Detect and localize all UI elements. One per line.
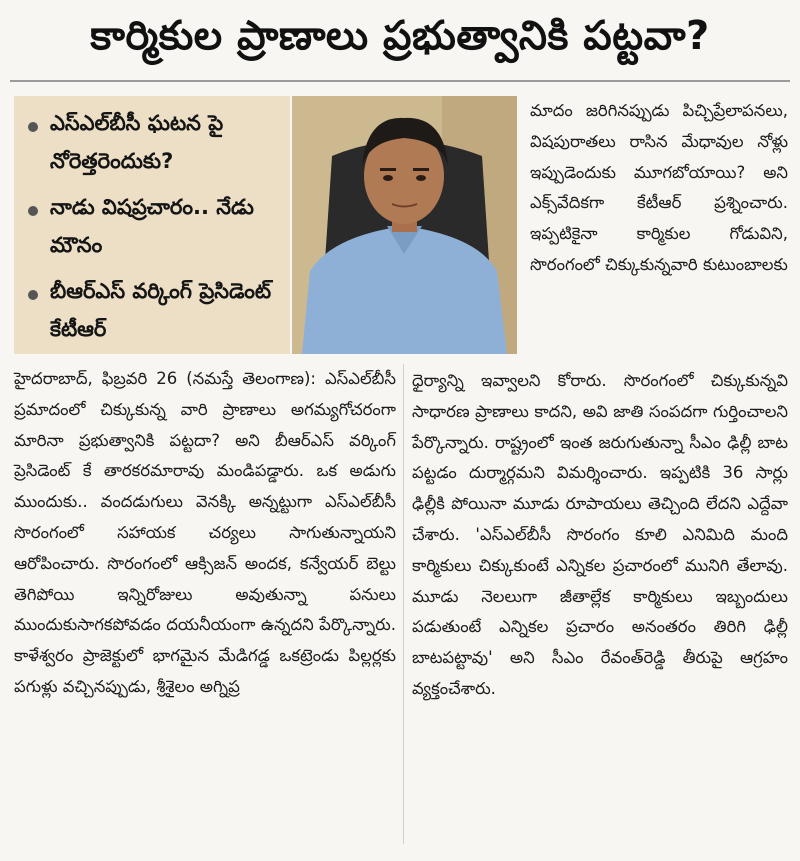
highlight-item [28, 272, 282, 348]
headline-rule [10, 80, 790, 82]
highlight-text: ఎస్‌ఎల్‌బీసీ ఘటన పై నోరెత్తరెందుకు? [50, 111, 224, 173]
headline: కార్మికుల ప్రాణాలు ప్రభుత్వానికి పట్టవా? [90, 13, 710, 59]
photo-eye-left [383, 175, 393, 181]
column-divider [403, 364, 404, 844]
bullet-icon [28, 206, 38, 216]
portrait-photo [292, 96, 517, 354]
highlight-item [28, 188, 282, 264]
article-column-right-top [530, 96, 788, 281]
highlights-box [14, 96, 290, 354]
photo-brow-left [380, 168, 396, 171]
portrait-illustration [292, 96, 517, 354]
highlight-text: బీఆర్‌ఎస్ వర్కింగ్ ప్రెసిడెంట్ కేటీఆర్ [50, 279, 272, 341]
article-text: ధైర్యాన్ని ఇవ్వాలని కోరారు. సొరంగంలో చిక్కుకున్నవి సాధారణ ప్రాణాలు కాదని, అవి జాతి సంపదగా గుర్తించాలని పేర్కొన్నారు. రాష్ట్రంలో ఇంత జరుగుతున్నా సీఎం ఢిల్లీ బాట పట్టడం దుర్మార్గమని విమర్శించారు. ఇప్పటికి 36 సార్లు ఢిల్లీకి పోయినా మూడు రూపాయలు తెచ్చింది లేదని ఎద్దేవా చేశారు. 'ఎస్‌ఎల్‌బీసీ సొరంగం కూలి ఎనిమిది మంది కార్మికులు చిక్కుకుంటే ఎన్నికల ప్రచారంలో మునిగి తేలావు. మూడు నెలలుగా జీతాల్లేక కార్మికులు ఇబ్బందులు పడుతుంటే ఎన్నికల ప్రచారం అనంతరం తిరిగి ఢిల్లీ బాటపట్టావు' అని సీఎం రేవంత్‌రెడ్డి తీరుపై ఆగ్రహం వ్యక్తంచేశారు. [412, 371, 788, 698]
photo-eye-right [416, 175, 426, 181]
article-column-right [412, 366, 788, 705]
bullet-icon [28, 122, 38, 132]
photo-brow-right [413, 168, 429, 171]
highlight-item [28, 104, 282, 180]
article-text: హైదరాబాద్, ఫిబ్రవరి 26 (నమస్తే తెలంగాణ): ఎస్‌ఎల్‌బీసీ ప్రమాదంలో చిక్కుకున్న వారి ప్రాణాలు అగమ్యగోచరంగా మారినా ప్రభుత్వానికి పట్టదా? అని బీఆర్‌ఎస్ వర్కింగ్ ప్రెసిడెంట్ కే తారకరమారావు మండిపడ్డారు. ఒక అడుగు ముందుకు.. వందడుగులు వెనక్కి అన్నట్టుగా ఎస్‌ఎల్‌బీసీ సొరంగంలో సహాయక చర్యలు సాగుతున్నాయని ఆరోపించారు. సొరంగంలో ఆక్సిజన్ అందక, కన్వేయర్ బెల్టు తెగిపోయి ఇన్నిరోజులు అవుతున్నా పనులు ముందుకుసాగకపోవడం దయనీయంగా ఉన్నదని పేర్కొన్నారు. కాళేశ్వరం ప్రాజెక్టులో భాగమైన మేడిగడ్డ ఒకట్రెండు పిల్లర్లకు పగుళ్లు వచ్చినప్పుడు, శ్రీశైలం అగ్నిప్ర [14, 369, 396, 696]
article-column-left [14, 364, 396, 703]
highlight-text: నాడు విషప్రచారం.. నేడు మౌనం [50, 195, 254, 257]
bullet-icon [28, 290, 38, 300]
article-text: మాదం జరిగినప్పుడు పిచ్చిప్రేలాపనలు, విషపురాతలు రాసిన మేధావుల నోళ్లు ఇప్పుడెందుకు మూగబోయాయి? అని ఎక్స్‌వేదికగా కేటీఆర్ ప్రశ్నించారు. ఇప్పటికైనా కార్మికుల గోడువిని, సొరంగంలో చిక్కుకున్నవారి కుటుంబాలకు [530, 101, 788, 274]
